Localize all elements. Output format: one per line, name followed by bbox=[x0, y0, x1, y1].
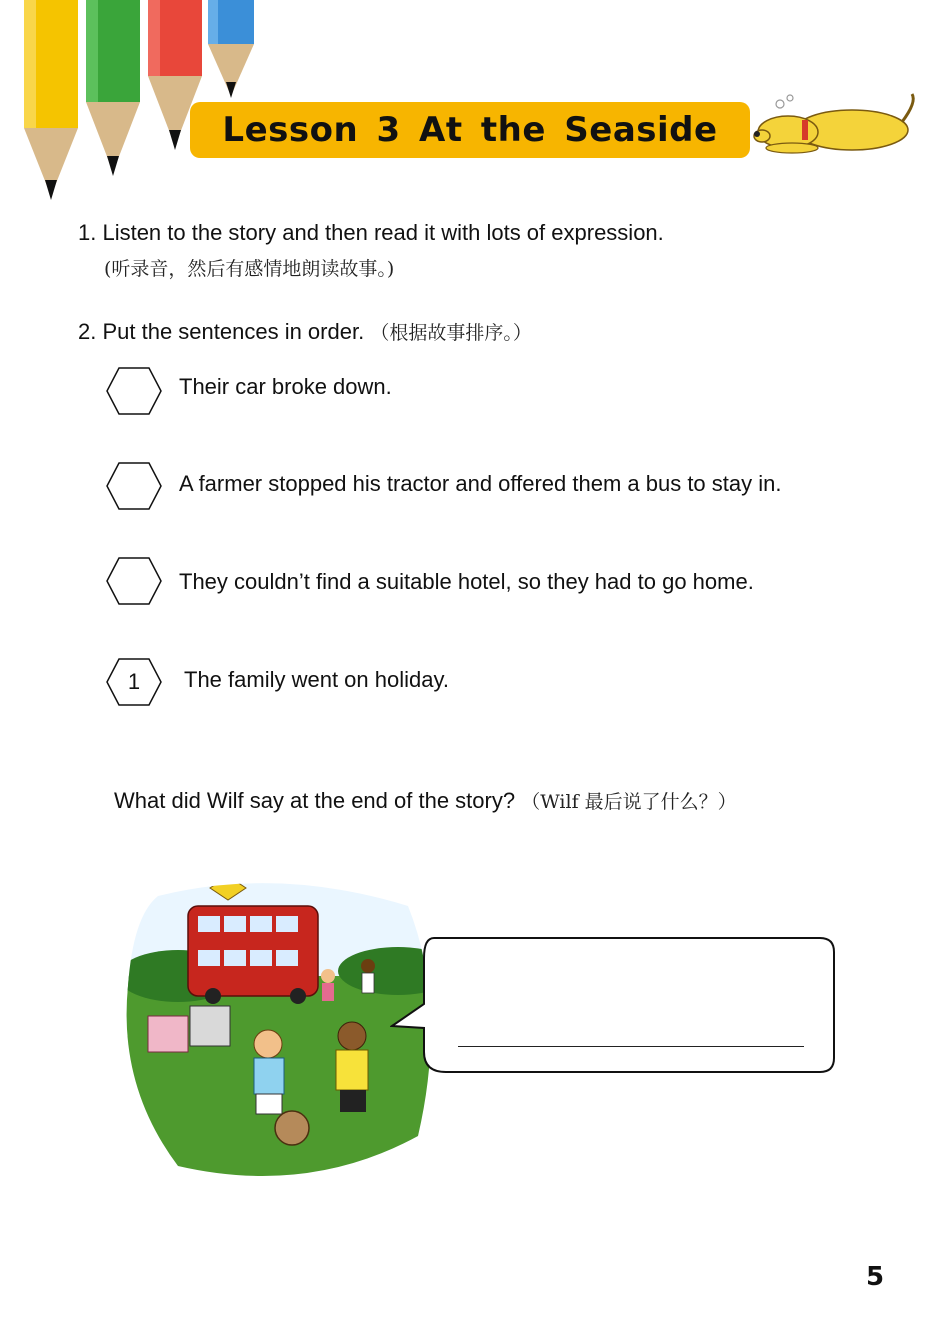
instruction-1: 1. Listen to the story and then read it with lots of expression. bbox=[78, 220, 664, 245]
wilf-question-chinese: （Wilf 最后说了什么？） bbox=[521, 791, 737, 813]
football-icon bbox=[275, 1111, 309, 1145]
answer-line[interactable] bbox=[458, 1046, 804, 1047]
order-sentence-2: A farmer stopped his tractor and offered them a bus to stay in. bbox=[179, 471, 782, 496]
instruction-2 bbox=[78, 318, 532, 345]
green-pencil-icon bbox=[86, 0, 140, 176]
lesson-title-banner bbox=[190, 102, 750, 158]
page-number: 5 bbox=[866, 1262, 885, 1292]
lesson-title: Lesson 3 At the Seaside bbox=[222, 110, 718, 150]
blue-pencil-icon bbox=[208, 0, 254, 98]
instruction-2-chinese: （根据故事排序。） bbox=[370, 322, 532, 344]
yellow-pencil-icon bbox=[24, 0, 78, 200]
order-sentence-3: They couldn’t find a suitable hotel, so they had to go home. bbox=[179, 569, 754, 594]
order-number-4: 1 bbox=[127, 669, 141, 694]
wilf-question bbox=[114, 787, 737, 814]
instruction-1-chinese: (听录音，然后有感情地朗读故事。) bbox=[104, 258, 395, 280]
order-hexagon-1[interactable] bbox=[105, 366, 163, 416]
order-number-1 bbox=[105, 366, 163, 416]
instruction-2-text: 2. Put the sentences in order. bbox=[78, 319, 365, 344]
order-hexagon-4[interactable] bbox=[105, 657, 163, 707]
sleeping-dog-illustration bbox=[752, 92, 922, 158]
boy-left-icon bbox=[254, 1030, 284, 1114]
double-decker-bus-icon bbox=[188, 906, 318, 1004]
wilf-question-text: What did Wilf say at the end of the story? bbox=[114, 788, 516, 813]
boy-right-icon bbox=[336, 1022, 368, 1112]
order-hexagon-3[interactable] bbox=[105, 556, 163, 606]
order-number-2 bbox=[105, 461, 163, 511]
order-number-3 bbox=[105, 556, 163, 606]
order-sentence-1: Their car broke down. bbox=[179, 374, 392, 399]
order-sentence-4: The family went on holiday. bbox=[184, 667, 449, 692]
order-hexagon-2[interactable] bbox=[105, 461, 163, 511]
speech-bubble bbox=[390, 934, 838, 1076]
